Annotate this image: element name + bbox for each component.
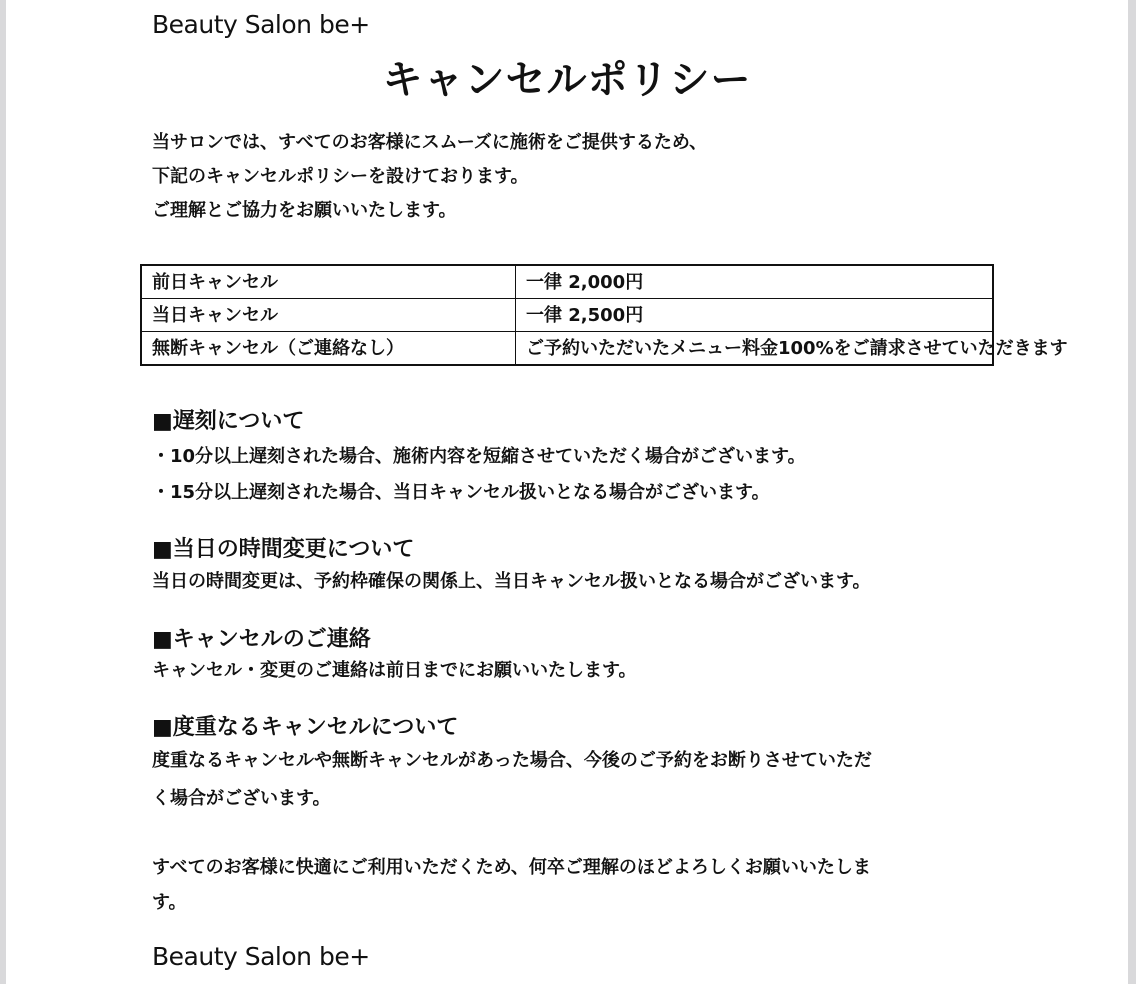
salon-name-header: Beauty Salon be+ <box>152 10 370 39</box>
section-line: 度重なるキャンセルや無断キャンセルがあった場合、今後のご予約をお断りさせていただ <box>152 750 872 771</box>
section-heading-cancel-contact: ■キャンセルのご連絡 <box>152 627 371 652</box>
section-line: キャンセル・変更のご連絡は前日までにお願いいたします。 <box>152 660 637 681</box>
section-heading-lateness: ■遅刻について <box>152 409 305 434</box>
section-heading-same-day-change: ■当日の時間変更について <box>152 537 415 562</box>
fee-value: ご予約いただいたメニュー料金100%をご請求させていただきます <box>526 338 1068 359</box>
section-line: く場合がございます。 <box>152 788 331 809</box>
fee-label: 当日キャンセル <box>152 305 278 326</box>
salon-name-footer: Beauty Salon be+ <box>152 942 370 971</box>
section-line: ・15分以上遅刻された場合、当日キャンセル扱いとなる場合がございます。 <box>152 482 770 503</box>
cancellation-fee-table <box>140 264 1068 366</box>
intro-paragraph <box>152 126 707 228</box>
table-row <box>142 332 1068 365</box>
fee-label: 無断キャンセル（ご連絡なし） <box>152 338 404 359</box>
fee-value: 一律 2,000円 <box>526 272 644 293</box>
intro-line: 下記のキャンセルポリシーを設けております。 <box>152 166 529 187</box>
table-row <box>142 299 992 332</box>
intro-line: 当サロンでは、すべてのお客様にスムーズに施術をご提供するため、 <box>152 132 708 153</box>
section-line: 当日の時間変更は、予約枠確保の関係上、当日キャンセル扱いとなる場合がございます。 <box>152 571 871 592</box>
page-title: キャンセルポリシー <box>382 57 752 103</box>
fee-label: 前日キャンセル <box>152 272 278 293</box>
policy-document <box>6 0 1128 984</box>
fee-value: 一律 2,500円 <box>526 305 644 326</box>
section-heading-repeated-cancellations: ■度重なるキャンセルについて <box>152 715 459 740</box>
closing-line: すべてのお客様に快適にご利用いただくため、何卒ご理解のほどよろしくお願いいたしま <box>152 857 871 878</box>
table-row <box>142 266 992 299</box>
section-line: ・10分以上遅刻された場合、施術内容を短縮させていただく場合がございます。 <box>152 446 806 467</box>
intro-line: ご理解とご協力をお願いいたします。 <box>152 200 457 221</box>
closing-line: す。 <box>152 892 187 913</box>
